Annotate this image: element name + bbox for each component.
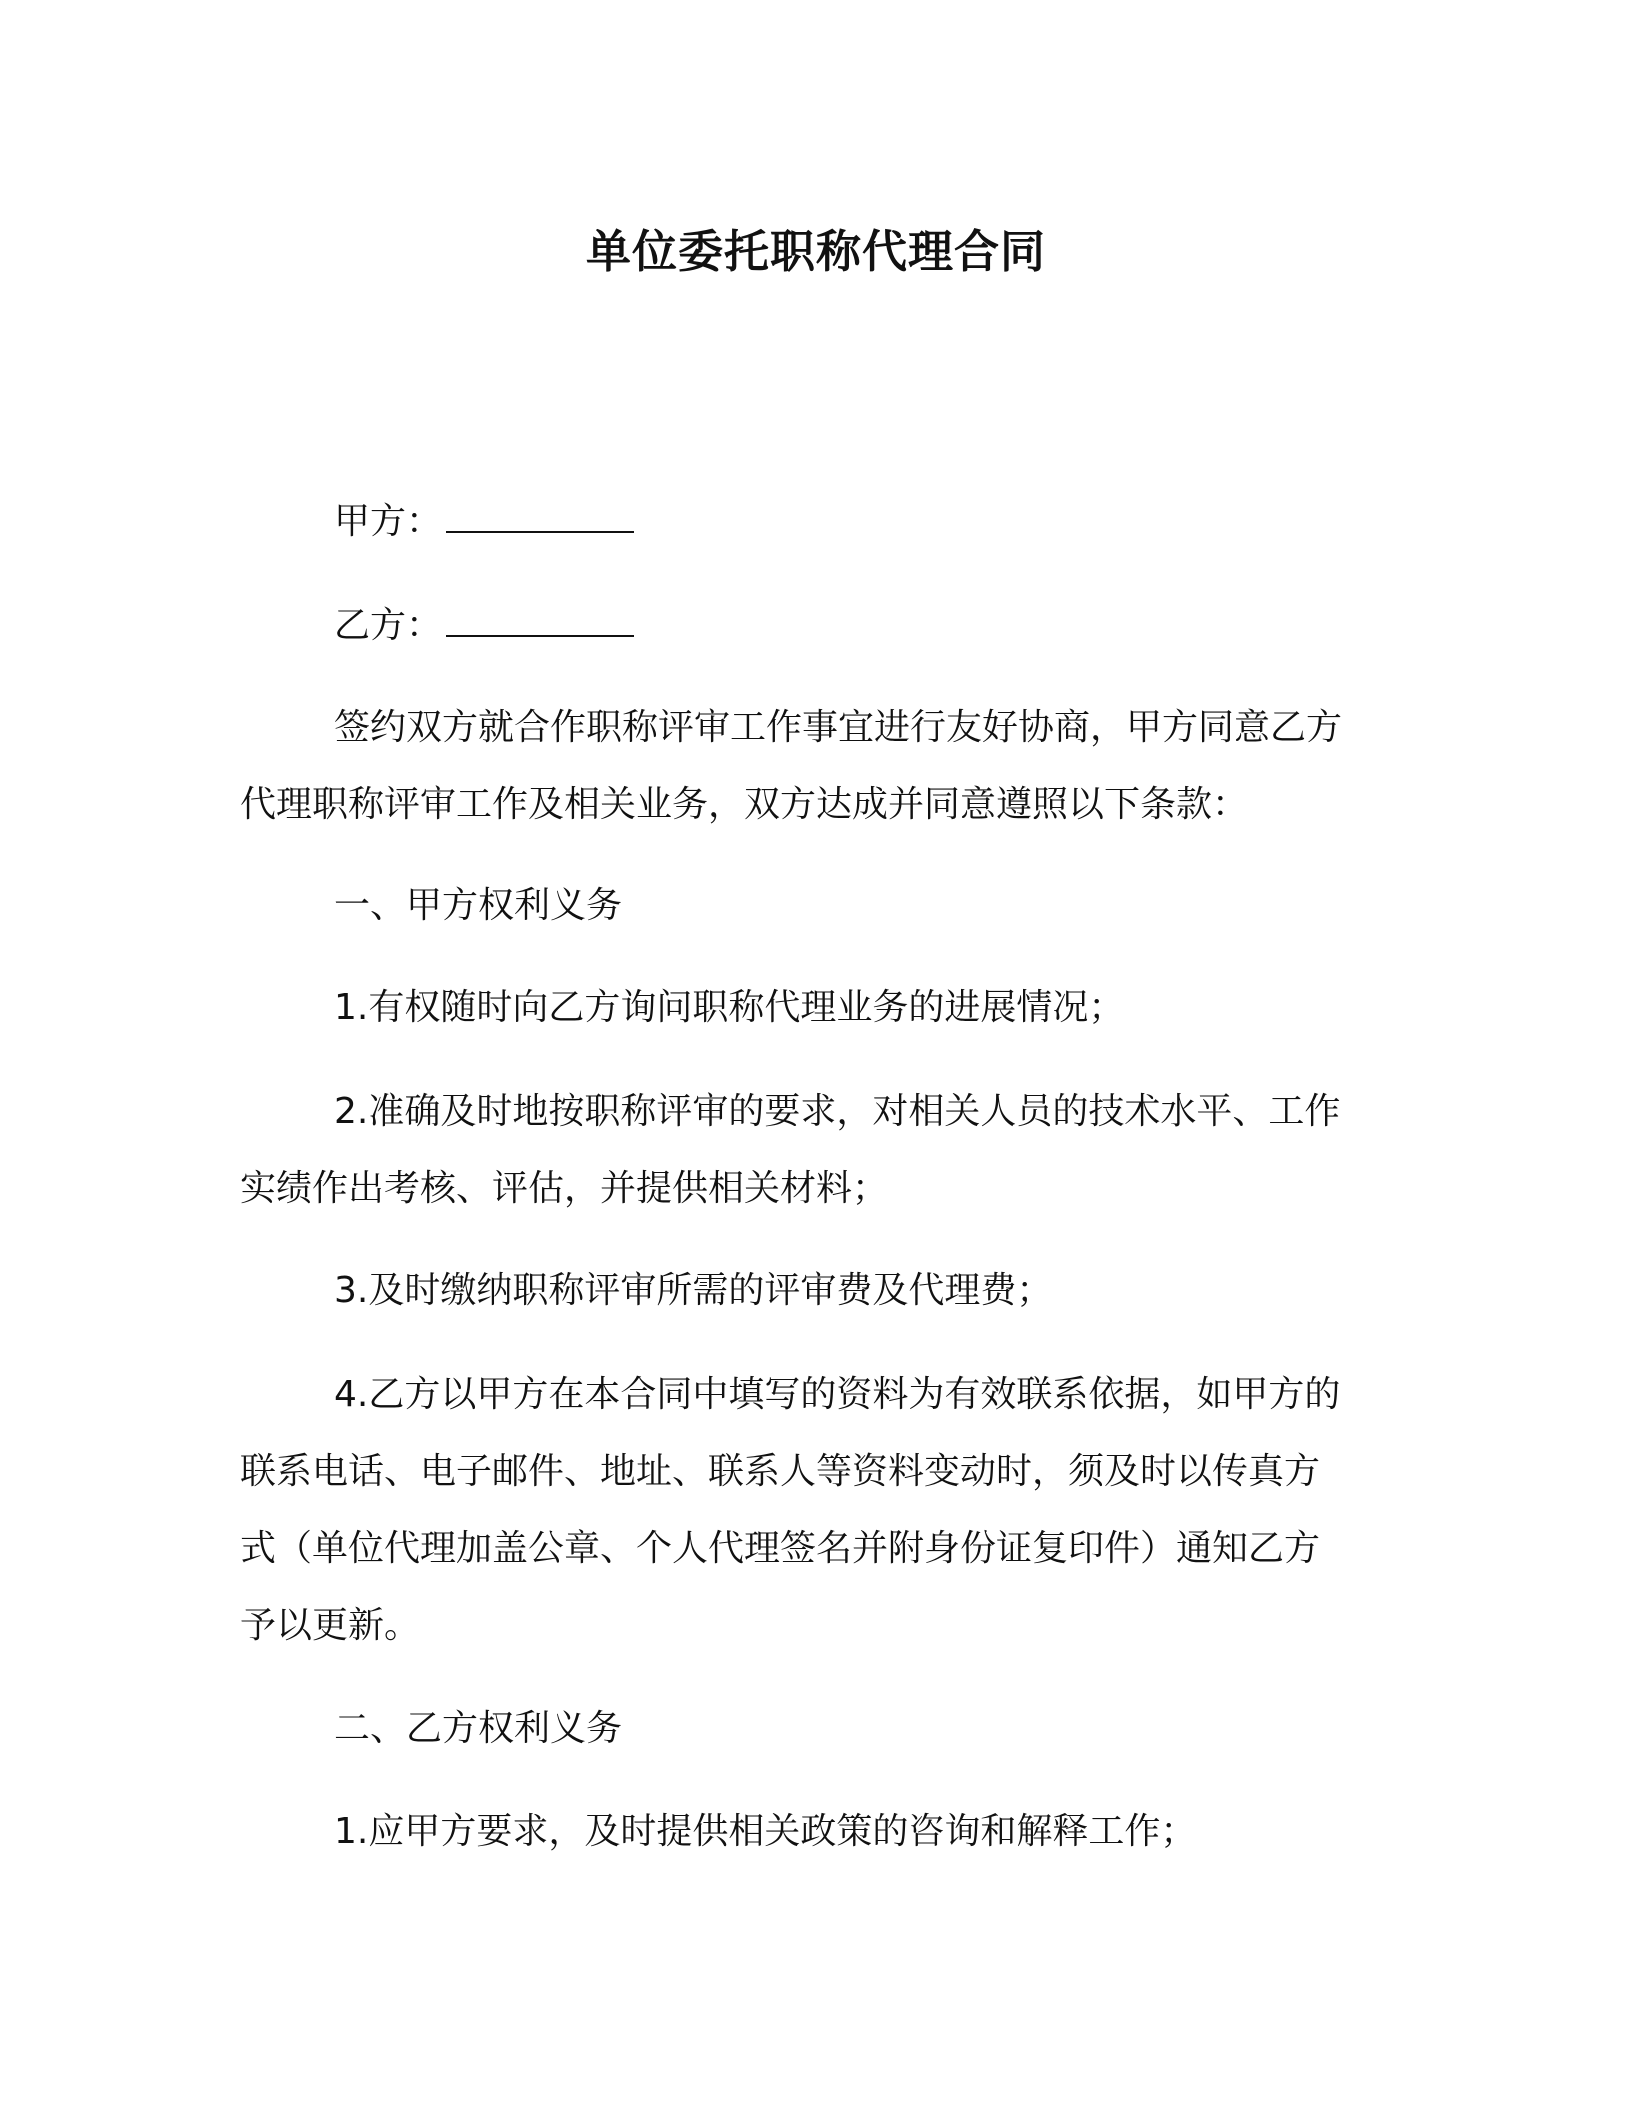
party-b-line <box>334 599 634 651</box>
section-1-item-2-line-1: 2.准确及时地按职称评审的要求，对相关人员的技术水平、工作 <box>334 1091 1341 1132</box>
document-title: 单位委托职称代理合同 <box>585 225 1046 278</box>
section-1-item-4-line-3: 式（单位代理加盖公章、个人代理签名并附身份证复印件）通知乙方 <box>240 1528 1321 1569</box>
section-1-item-3: 3.及时缴纳职称评审所需的评审费及代理费； <box>334 1270 1053 1311</box>
intro-line-1: 签约双方就合作职称评审工作事宜进行友好协商，甲方同意乙方 <box>334 707 1343 748</box>
party-a-blank[interactable] <box>446 495 634 533</box>
party-a-line <box>334 495 634 547</box>
section-1-heading: 一、甲方权利义务 <box>334 885 623 926</box>
section-1-item-4-line-4: 予以更新。 <box>240 1605 421 1646</box>
section-1-item-4-line-1: 4.乙方以甲方在本合同中填写的资料为有效联系依据，如甲方的 <box>334 1374 1341 1415</box>
party-b-label: 乙方： <box>334 605 443 646</box>
section-1-item-2-line-2: 实绩作出考核、评估，并提供相关材料； <box>240 1168 889 1209</box>
section-1-item-4-line-2: 联系电话、电子邮件、地址、联系人等资料变动时，须及时以传真方 <box>240 1451 1321 1492</box>
intro-line-2: 代理职称评审工作及相关业务，双方达成并同意遵照以下条款： <box>240 784 1249 825</box>
party-a-label: 甲方： <box>334 501 443 542</box>
party-b-blank[interactable] <box>446 599 634 637</box>
section-1-item-1: 1.有权随时向乙方询问职称代理业务的进展情况； <box>334 987 1125 1028</box>
section-2-item-1: 1.应甲方要求，及时提供相关政策的咨询和解释工作； <box>334 1811 1197 1852</box>
section-2-heading: 二、乙方权利义务 <box>334 1708 623 1749</box>
